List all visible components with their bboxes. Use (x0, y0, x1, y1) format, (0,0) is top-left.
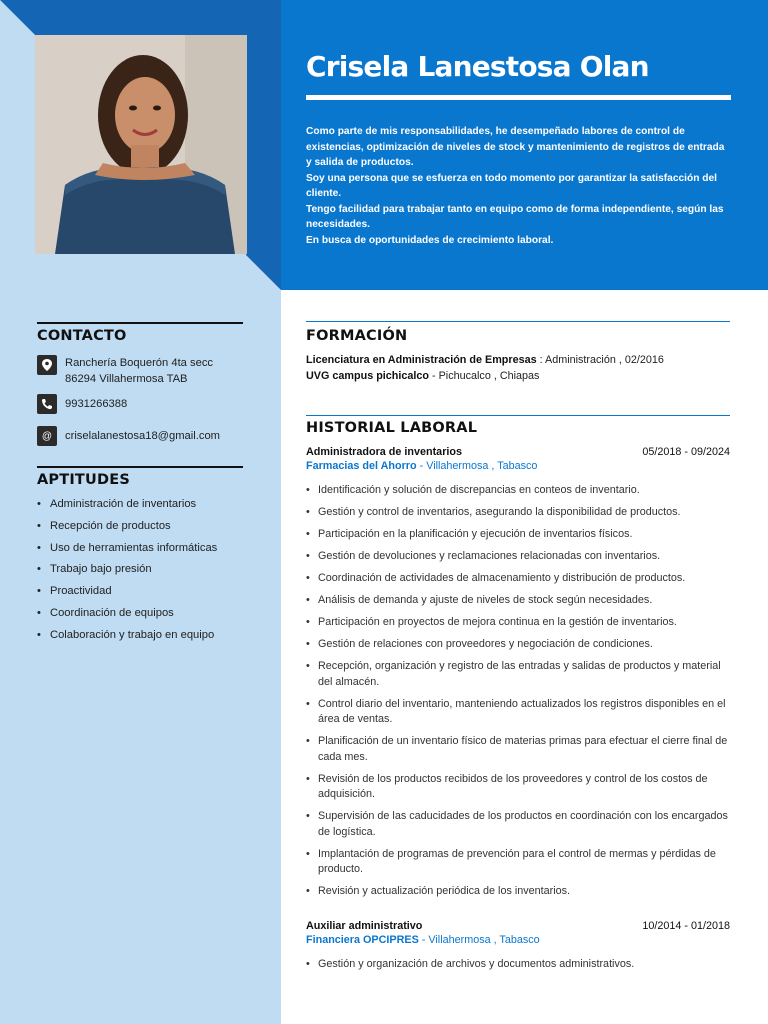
duty-item: • Participación en proyectos de mejora continua en la gestión de inventarios. (306, 615, 730, 631)
school-name: UVG campus pichicalco (306, 369, 430, 382)
email-address[interactable]: criselalanestosa18@gmail.com (65, 430, 220, 442)
job-company: Farmacias del Ahorro (306, 460, 417, 472)
contact-phone (37, 394, 127, 414)
skill-item: • Trabajo bajo presión (37, 562, 243, 584)
duty-item: • Análisis de demanda y ajuste de niveles de stock según necesidades. (306, 593, 730, 609)
job-location: - Villahermosa , Tabasco (416, 460, 538, 472)
name-divider (306, 95, 731, 100)
duty-item: • Gestión de devoluciones y reclamaciones relacionadas con inventarios. (306, 549, 730, 565)
duty-item: • Supervisión de las caducidades de los productos en coordinación con los encargados de logística. (306, 809, 730, 840)
job-entry (306, 920, 730, 979)
skill-item: • Colaboración y trabajo en equipo (37, 628, 243, 650)
summary-line: En busca de oportunidades de crecimiento laboral. (306, 234, 554, 246)
education-section (306, 321, 730, 384)
skill-item: • Uso de herramientas informáticas (37, 541, 243, 563)
address-line-1: Ranchería Boquerón 4ta secc (65, 357, 214, 369)
address-line-2: 86294 Villahermosa TAB (65, 373, 188, 385)
work-history-section (306, 415, 730, 970)
degree-detail: : Administración , 02/2016 (536, 354, 664, 366)
school-detail: - Pichucalco , Chiapas (429, 369, 540, 382)
at-sign-icon: @ (37, 426, 57, 446)
location-pin-icon (37, 355, 57, 375)
job-dates: 10/2014 - 01/2018 (642, 920, 730, 932)
job-location: - Villahermosa , Tabasco (418, 934, 540, 946)
education-title: FORMACIÓN (306, 328, 408, 344)
duty-item: • Coordinación de actividades de almacenamiento y distribución de productos. (306, 571, 730, 587)
work-divider (306, 415, 730, 416)
header (281, 0, 768, 290)
summary-line: Como parte de mis responsabilidades, he desempeñado labores de control de existencias, optimización de niveles de stock y mantenimiento de registros de entrada y salida de productos. (306, 126, 725, 168)
duty-item: • Control diario del inventario, manteniendo actualizados los registros disponibles en el área de ventas. (306, 697, 730, 728)
duties-list (306, 483, 730, 900)
duty-item: • Planificación de un inventario físico de materias primas para efectuar el cierre final de cada mes. (306, 734, 730, 765)
skill-item: • Proactividad (37, 584, 243, 606)
contact-divider (37, 322, 243, 324)
job-company: Financiera OPCIPRES (306, 934, 419, 946)
candidate-name: Crisela Lanestosa Olan (306, 50, 649, 83)
degree-name: Licenciatura en Administración de Empresas (306, 354, 537, 366)
skill-item: • Recepción de productos (37, 519, 243, 541)
duty-item: • Gestión de relaciones con proveedores y negociación de condiciones. (306, 637, 730, 653)
skills-section (37, 466, 243, 650)
contact-title: CONTACTO (37, 328, 127, 344)
education-entry (306, 353, 730, 384)
skills-divider (37, 466, 243, 468)
phone-icon (37, 394, 57, 414)
duty-item: • Recepción, organización y registro de las entradas y salidas de productos y material del almacén. (306, 659, 730, 690)
professional-summary (306, 124, 726, 248)
duty-item: • Participación en la planificación y ejecución de inventarios físicos. (306, 527, 730, 543)
duty-item: • Implantación de programas de prevención para el control de mermas y pérdidas de producto. (306, 847, 730, 878)
duty-item: • Gestión y organización de archivos y documentos administrativos. (306, 957, 730, 973)
duty-item: • Revisión de los productos recibidos de los proveedores y control de los costos de adquisición. (306, 772, 730, 803)
skill-item: • Coordinación de equipos (37, 606, 243, 628)
job-dates: 05/2018 - 09/2024 (642, 446, 730, 458)
skill-item: • Administración de inventarios (37, 497, 243, 519)
contact-section (37, 322, 243, 464)
work-title: HISTORIAL LABORAL (306, 420, 478, 436)
duty-item: • Revisión y actualización periódica de los inventarios. (306, 884, 730, 900)
job-entry (306, 446, 730, 900)
duty-item: • Identificación y solución de discrepancias en conteos de inventario. (306, 483, 730, 499)
duty-item: • Gestión y control de inventarios, asegurando la disponibilidad de productos. (306, 505, 730, 521)
photo-frame (0, 0, 281, 290)
duties-list (306, 957, 730, 973)
job-role: Auxiliar administrativo (306, 920, 423, 932)
summary-line: Tengo facilidad para trabajar tanto en equipo como de forma independiente, según las necesidades. (306, 203, 724, 230)
skills-title: APTITUDES (37, 472, 130, 488)
summary-line: Soy una persona que se esfuerza en todo momento por garantizar la satisfacción del cliente. (306, 172, 717, 199)
job-role: Administradora de inventarios (306, 446, 462, 458)
education-divider (306, 321, 730, 322)
contact-email (37, 426, 220, 446)
contact-address (37, 355, 213, 387)
skills-list (37, 497, 243, 650)
phone-number[interactable]: 9931266388 (65, 398, 128, 410)
profile-photo (35, 35, 247, 254)
